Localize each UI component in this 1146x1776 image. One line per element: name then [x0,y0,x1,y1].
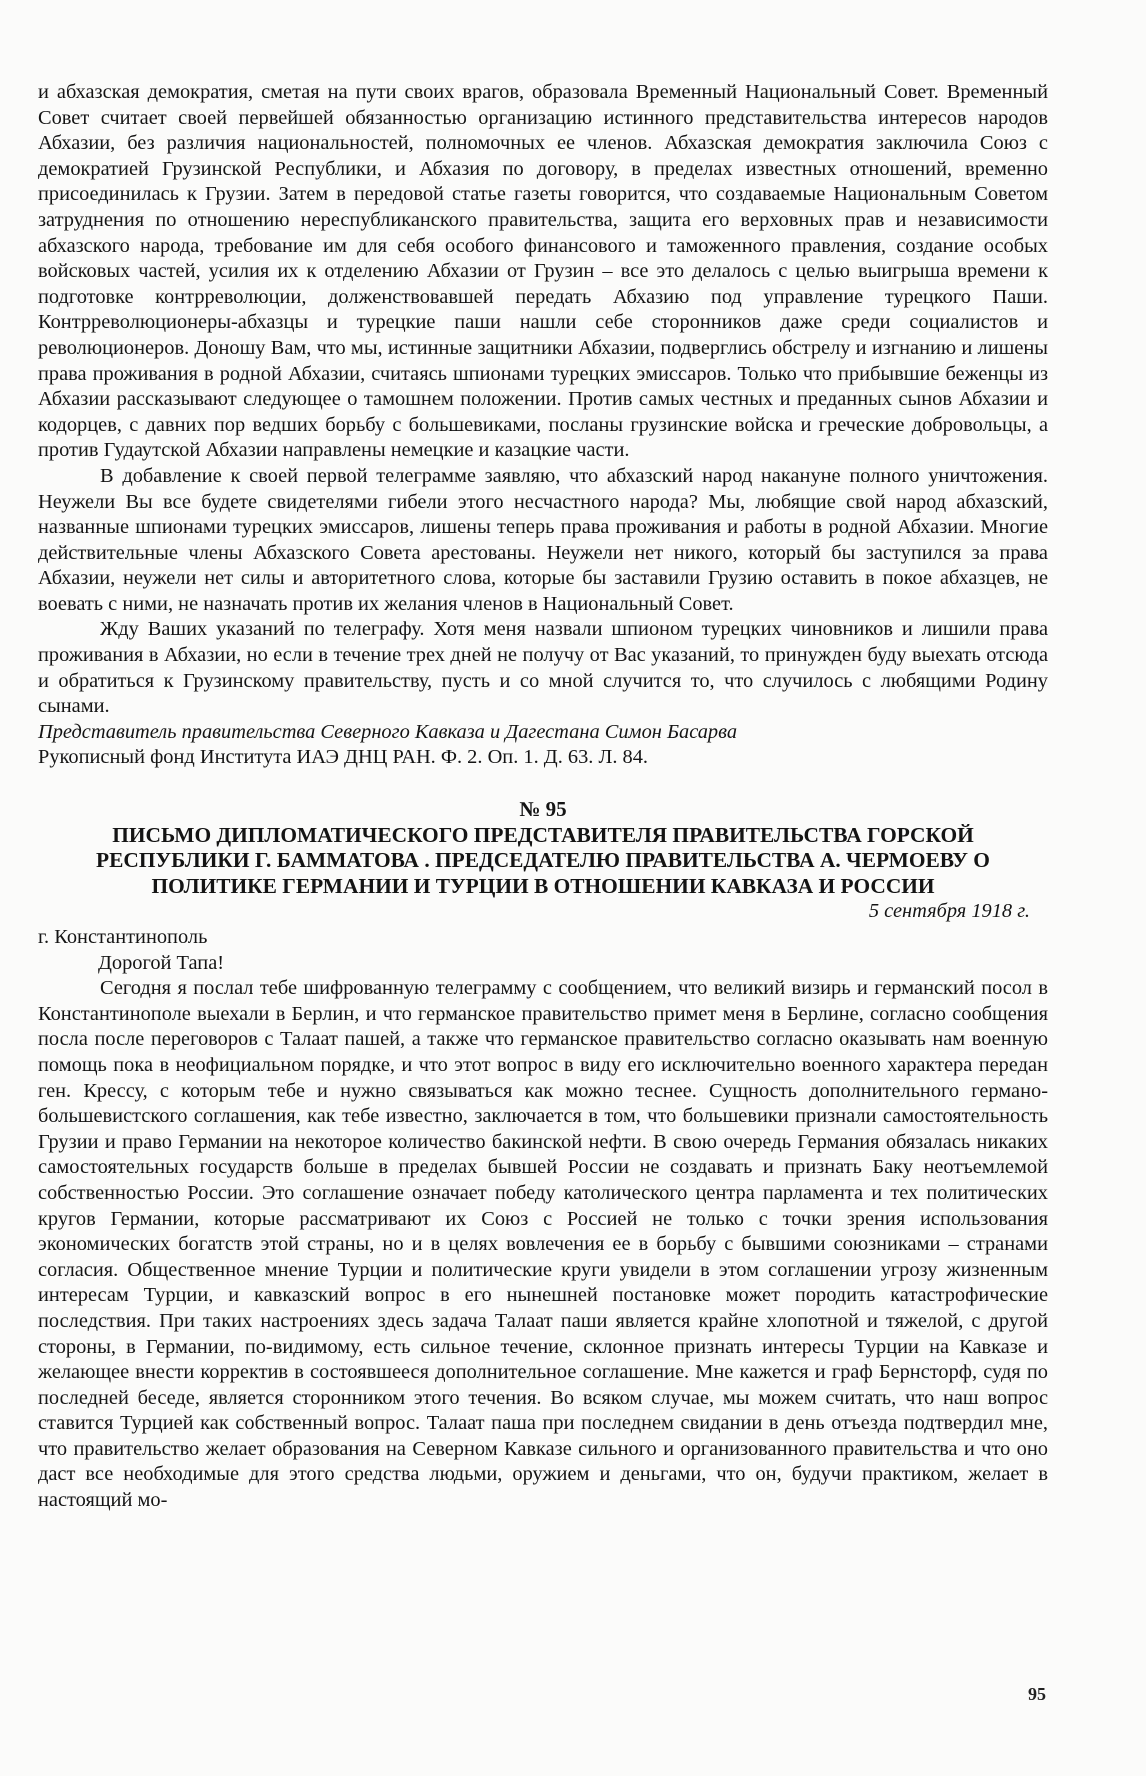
continued-paragraph-1: и абхазская демократия, сметая на пути своих врагов, образовала Временный Национальный Совет. Временный Совет считает своей первейшей обязанностью организацию истинного представительства интересов народов Абхазии, без различия национальностей, полномочных ее членов. Абхазская демократия заключила Союз с демократией Грузинской Республики, и Абхазия по договору, в пределах известных отношений, временно присоединилась к Грузии. Затем в передовой статье газеты говорится, что создаваемые Национальным Советом затруднения по отношению нереспубликанского правительства, защита его верховных прав и независимости абхазского народа, требование им для себя особого финансового и таможенного правления, создание особых войсковых частей, усилия их к отделению Абхазии от Грузин – все это делалось с целью выигрыша времени к подготовке контрреволюции, долженствовавшей передать Абхазию под управление турецкого Паши. Контрреволюционеры-абхазцы и турецкие паши нашли себе сторонников даже среди социалистов и революционеров. Доношу Вам, что мы, истинные защитники Абхазии, подверглись обстрелу и изгнанию и лишены права проживания в родной Абхазии, считаясь шпионами турецких эмиссаров. Только что прибывшие беженцы из Абхазии рассказывают следующее о тамошнем положении. Против самых честных и преданных сынов Абхазии и кодорцев, с давних пор ведших борьбу с большевиками, посланы грузинские войска и греческие добровольцы, а против Гудаутской Абхазии направлены немецкие и казацкие части. [38,81,1048,462]
archive-source: Рукописный фонд Института ИАЭ ДНЦ РАН. Ф. 2. Оп. 1. Д. 63. Л. 84. [38,746,649,769]
letter-greeting: Дорогой Тапа! [98,951,225,974]
document-date: 5 сентября 1918 г. [868,900,1030,923]
letter-body: Сегодня я послал тебе шифрованную телеграмму с сообщением, что великий визирь и германский посол в Константинополе выехали в Берлин, и что германское правительство примет меня в Берлине, согласно сообщения посла после переговоров с Талаат пашей, а также что германское правительство согласно оказывать нам военную помощь пока в неофициальном порядке, и что этот вопрос в виду его исключительно военного характера передан ген. Крессу, с которым тебе и нужно связываться как можно теснее. Сущность дополнительного германо-большевистского соглашения, как тебе известно, заключается в том, что большевики признали самостоятельность Грузии и право Германии на некоторое количество бакинской нефти. В свою очередь Германия обязалась никаких самостоятельных государств больше в пределах бывшей России не создавать и признать Баку неотъемлемой собственностью России. Это соглашение означает победу католического центра парламента и тех политических кругов Германии, которые рассматривают их Союз с Россией не только с точки зрения использования экономических богатств этой страны, но и в целях вовлечения ее в борьбу с бывшими союзниками – странами согласия. Общественное мнение Турции и политические круги увидели в этом соглашении угрозу жизненным интересам Турции, и кавказский вопрос в его нынешней постановке может породить катастрофические последствия. При таких настроениях здесь задача Талаат паши является крайне хлопотной и тяжелой, с другой стороны, в Германии, по-видимому, есть сильное течение, склонное признать интересы Турции на Кавказе и желающее внести корректив в состоявшееся дополнительное соглашение. Мне кажется и граф Бернсторф, судя по последней беседе, является сторонником этого течения. Во всяком случае, мы можем считать, что наш вопрос ставится Турцией как собственный вопрос. Талаат паша при последнем свидании в день отъезда подтвердил мне, что правительство желает образования на Северном Кавказе сильного и организованного правительства и что оно даст все необходимые для этого средства людьми, оружием и деньгами, что он, будучи практиком, желает в настоящий мо- [38,977,1048,1512]
continued-paragraph-3: Жду Ваших указаний по телеграфу. Хотя меня назвали шпионом турецких чиновников и лишили права проживания в Абхазии, но если в течение трех дней не получу от Вас указаний, то принужден буду выехать отсюда и обратиться к Грузинскому правительству, пусть и со мной случится то, что случилось с любящими Родину сынами. [38,618,1048,718]
signature-line: Представитель правительства Северного Кавказа и Дагестана Симон Басарва [38,720,738,743]
continued-paragraph-2: В добавление к своей первой телеграмме заявляю, что абхазский народ накануне полного уничтожения. Неужели Вы все будете свидетелями гибели этого несчастного народа? Мы, любящие свой народ абхазский, названные шпионами турецких эмиссаров, лишены теперь права проживания и работы в родной Абхазии. Многие действительные члены Абхазского Совета арестованы. Неужели нет никого, который бы заступился за права Абхазии, неужели нет силы и авторитетного слова, которые бы заставили Грузию оставить в покое абхазцев, не воевать с ними, не назначать против их желания членов в Национальный Совет. [38,464,1048,615]
page-content [38,80,1048,1514]
document-number: № 95 [519,797,567,822]
page-number: 95 [1028,1684,1046,1704]
document-title: ПИСЬМО ДИПЛОМАТИЧЕСКОГО ПРЕДСТАВИТЕЛЯ ПРАВИТЕЛЬСТВА ГОРСКОЙ РЕСПУБЛИКИ Г. БАММАТОВА . ПРЕДСЕДАТЕЛЮ ПРАВИТЕЛЬСТВА А. ЧЕРМОЕВУ О ПОЛИТИКЕ ГЕРМАНИИ И ТУРЦИИ В ОТНОШЕНИИ КАВКАЗА И РОССИИ [96,822,990,898]
document-place: г. Константинополь [38,926,208,948]
